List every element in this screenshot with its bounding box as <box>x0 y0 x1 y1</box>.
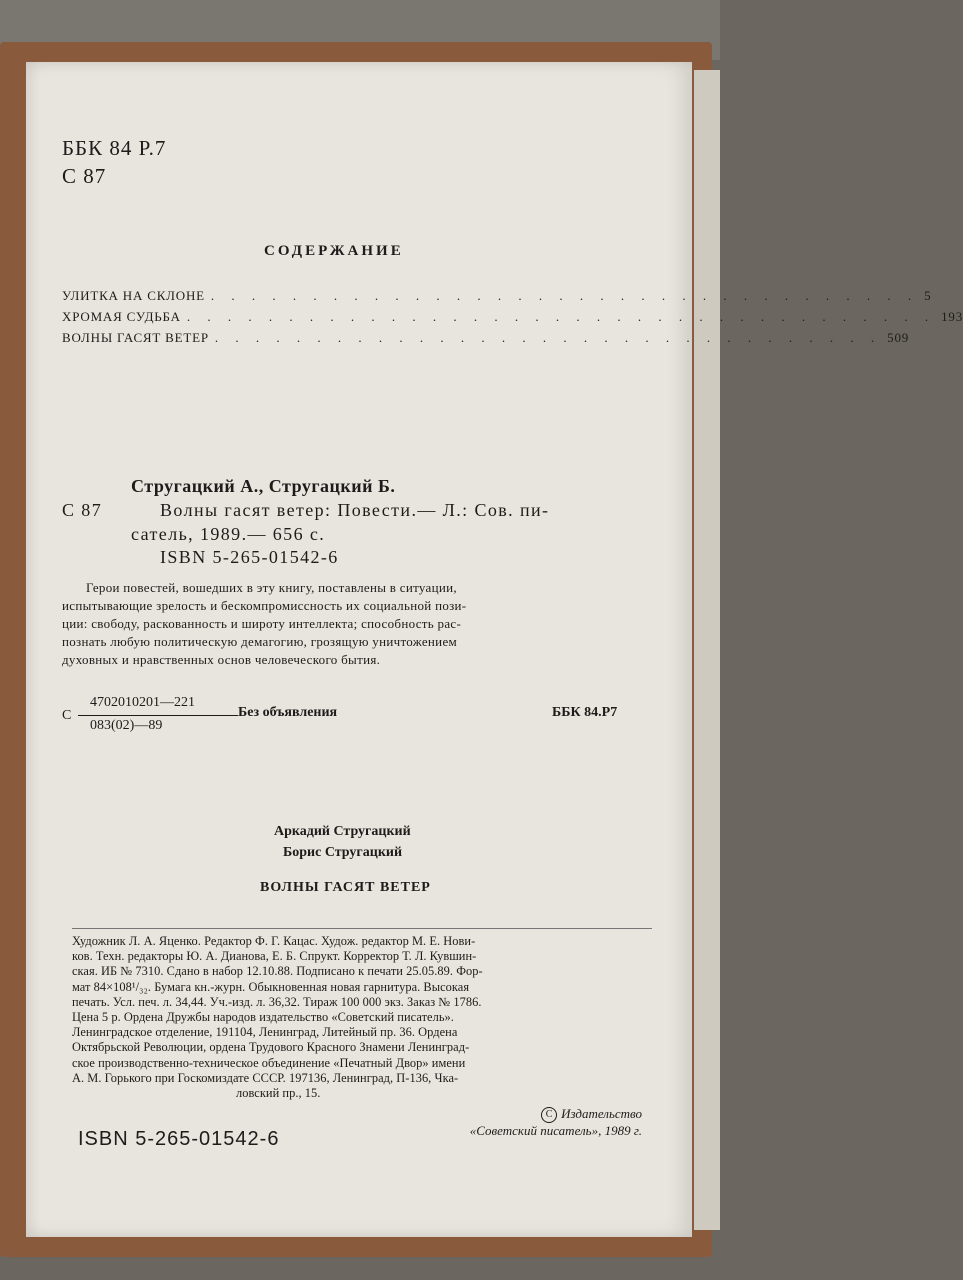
contents-heading: СОДЕРЖАНИЕ <box>264 243 404 259</box>
price-letter: С <box>62 708 72 723</box>
toc-item-page: 5 <box>924 288 932 303</box>
toc-item <box>62 309 963 329</box>
publisher-label: Издательство <box>561 1106 642 1121</box>
imprint-block <box>72 934 652 1101</box>
toc-item <box>62 330 910 350</box>
toc-leader-dots: . . . . . . . . . . . . . . . . . . . . . . . . . . . . . . . . . <box>214 330 882 345</box>
imprint-line: ловский пр., 15. <box>236 1086 321 1101</box>
imprint-rule <box>72 928 652 929</box>
toc-item-page: 509 <box>887 330 910 345</box>
publisher-name-year: «Советский писатель», 1989 г. <box>469 1123 642 1139</box>
imprint-line: Октябрьской Революции, ордена Трудового Красного Знамени Ленинград- <box>72 1040 470 1055</box>
isbn-bottom: ISBN 5-265-01542-6 <box>78 1128 280 1150</box>
price-denominator: 083(02)—89 <box>90 718 163 733</box>
bbk-code-bottom: ББК 84.Р7 <box>552 705 618 720</box>
imprint-line: Ленинградское отделение, 191104, Ленинград, Литейный пр. 36. Ордена <box>72 1025 458 1040</box>
toc-item-title: ХРОМАЯ СУДЬБА <box>62 309 181 324</box>
catalog-isbn: ISBN 5-265-01542-6 <box>160 547 339 567</box>
toc-item <box>62 288 932 308</box>
book-page <box>26 62 963 1237</box>
imprint-line: А. М. Горького при Госкомиздате СССР. 197136, Ленинград, П-136, Чка- <box>72 1070 459 1085</box>
bbk-code: ББК 84 Р.7 <box>62 136 167 160</box>
imprint-line: ков. Техн. редакторы Ю. А. Дианова, Е. Б. Спрукт. Корректор Т. Л. Кувшин- <box>72 949 477 964</box>
price-numerator: 4702010201—221 <box>90 695 195 710</box>
colophon-author-1: Аркадий Стругацкий <box>274 824 411 839</box>
imprint-line: Цена 5 р. Ордена Дружбы народов издательство «Советский писатель». <box>72 1010 454 1025</box>
annotation-line: познать любую политическую демагогию, грозящую уничтожением <box>62 634 458 649</box>
fraction-bar <box>78 715 238 716</box>
annotation-line: Герои повестей, вошедших в эту книгу, поставлены в ситуации, <box>86 580 457 595</box>
page-edge <box>694 70 720 1230</box>
toc-item-page: 193 <box>941 309 963 324</box>
catalog-authors: Стругацкий А., Стругацкий Б. <box>131 476 396 496</box>
toc-item-title: ВОЛНЫ ГАСЯТ ВЕТЕР <box>62 330 209 345</box>
colophon-book-title: ВОЛНЫ ГАСЯТ ВЕТЕР <box>260 880 431 895</box>
toc-leader-dots: . . . . . . . . . . . . . . . . . . . . . . . . . . . . . . . . . . . . . <box>186 309 936 324</box>
catalog-code: С 87 <box>62 500 103 520</box>
imprint-line: ское производственно-техническое объединение «Печатный Двор» имени <box>72 1055 466 1070</box>
imprint-line: ская. ИБ № 7310. Сдано в набор 12.10.88. Подписано к печати 25.05.89. Фор- <box>72 964 483 979</box>
annotation-line: духовных и нравственных основ человеческого бытия. <box>62 652 381 667</box>
catalog-line-2: сатель, 1989.— 656 с. <box>131 524 326 544</box>
book-annotation <box>62 579 642 669</box>
publisher-copyright <box>356 1106 642 1139</box>
catalog-line-1: Волны гасят ветер: Повести.— Л.: Сов. пи- <box>160 500 550 520</box>
copyright-icon: C <box>541 1107 557 1123</box>
annotation-line: ции: свободу, раскованность и широту интеллекта; способность рас- <box>62 616 462 631</box>
imprint-line: Художник Л. А. Яценко. Редактор Ф. Г. Кацас. Худож. редактор М. Е. Нови- <box>72 934 476 948</box>
imprint-line: печать. Усл. печ. л. 34,44. Уч.-изд. л. 36,32. Тираж 100 000 экз. Заказ № 1786. <box>72 994 482 1009</box>
toc-item-title: УЛИТКА НА СКЛОНЕ <box>62 288 205 303</box>
toc-leader-dots: . . . . . . . . . . . . . . . . . . . . . . . . . . . . . . . . . . . <box>210 288 919 303</box>
colophon-author-2: Борис Стругацкий <box>283 845 403 860</box>
author-mark: С 87 <box>62 164 107 188</box>
price-note: Без объявления <box>238 705 338 720</box>
annotation-line: испытывающие зрелость и бескомпромиссность их социальной пози- <box>62 598 467 613</box>
imprint-line: мат 84×108¹/₃₂. Бумага кн.-журн. Обыкновенная новая гарнитура. Высокая <box>72 979 470 994</box>
